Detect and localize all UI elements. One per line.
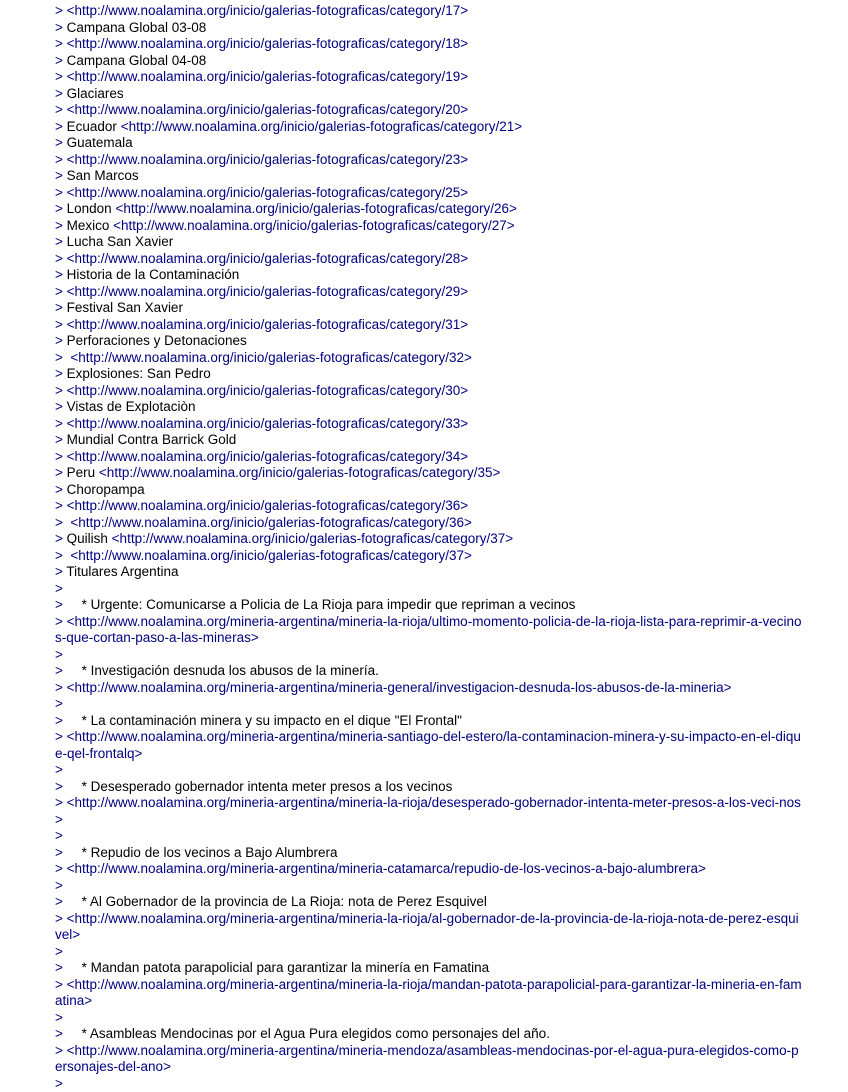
quote-marker: >	[55, 845, 63, 860]
quoted-line	[55, 383, 805, 400]
quoted-line	[55, 36, 805, 53]
url-link[interactable]: <http://www.noalamina.org/mineria-argentina/mineria-mendoza/asambleas-mendocinas-por-el-agua-pura-elegidos-como-personajes-del-ano>	[55, 1043, 799, 1075]
quote-marker: >	[55, 152, 63, 167]
quoted-line	[55, 234, 805, 251]
quoted-line	[55, 498, 805, 515]
quote-marker: >	[55, 53, 63, 68]
quoted-line	[55, 102, 805, 119]
quoted-line	[55, 581, 805, 598]
url-link[interactable]: <http://www.noalamina.org/mineria-argentina/mineria-la-rioja/ultimo-momento-policia-de-la-rioja-lista-para-reprimir-a-vecinos-que-cortan-paso-a-las-mineras>	[55, 614, 802, 646]
quoted-line	[55, 350, 805, 367]
quoted-line	[55, 1076, 805, 1092]
quoted-line	[55, 152, 805, 169]
quote-marker: >	[55, 515, 63, 530]
quote-marker: >	[55, 399, 63, 414]
quoted-line	[55, 531, 805, 548]
line-text: Vistas de Explotaciòn	[63, 399, 196, 414]
url-link[interactable]: <http://www.noalamina.org/inicio/galerias-fotograficas/category/33>	[63, 416, 468, 431]
quoted-line	[55, 218, 805, 235]
line-text: * Mandan patota parapolicial para garantizar la minería en Famatina	[63, 960, 489, 975]
quoted-line	[55, 779, 805, 796]
quoted-line	[55, 878, 805, 895]
quote-marker: >	[55, 680, 63, 695]
quote-marker: >	[55, 465, 63, 480]
url-link[interactable]: <http://www.noalamina.org/inicio/galerias-fotograficas/category/32>	[63, 350, 472, 365]
quote-marker: >	[55, 1043, 63, 1058]
line-text: Explosiones: San Pedro	[63, 366, 211, 381]
quote-marker: >	[55, 135, 63, 150]
line-text: Guatemala	[63, 135, 133, 150]
quote-marker: >	[55, 779, 63, 794]
quote-marker: >	[55, 432, 63, 447]
url-link[interactable]: <http://www.noalamina.org/inicio/galerias-fotograficas/category/17>	[63, 3, 468, 18]
quote-marker: >	[55, 828, 63, 843]
quoted-line	[55, 977, 805, 1010]
url-link[interactable]: <http://www.noalamina.org/inicio/galerias-fotograficas/category/35>	[99, 465, 500, 480]
quoted-line	[55, 168, 805, 185]
quote-marker: >	[55, 531, 63, 546]
line-text: Glaciares	[63, 86, 124, 101]
quoted-line	[55, 482, 805, 499]
line-text: London	[63, 201, 116, 216]
quote-marker: >	[55, 564, 63, 579]
quoted-line	[55, 416, 805, 433]
quoted-line	[55, 135, 805, 152]
quoted-line	[55, 1043, 805, 1076]
url-link[interactable]: <http://www.noalamina.org/inicio/galerias-fotograficas/category/36>	[63, 515, 472, 530]
quoted-line	[55, 845, 805, 862]
url-link[interactable]: <http://www.noalamina.org/inicio/galerias-fotograficas/category/30>	[63, 383, 468, 398]
url-link[interactable]: <http://www.noalamina.org/inicio/galerias-fotograficas/category/37>	[63, 548, 472, 563]
quote-marker: >	[55, 383, 63, 398]
quoted-line	[55, 119, 805, 136]
quote-marker: >	[55, 449, 63, 464]
line-text: Choropampa	[63, 482, 145, 497]
quoted-line	[55, 713, 805, 730]
quote-marker: >	[55, 201, 63, 216]
quoted-line	[55, 564, 805, 581]
line-text: Ecuador	[63, 119, 121, 134]
quoted-line	[55, 548, 805, 565]
quoted-line	[55, 465, 805, 482]
quote-marker: >	[55, 713, 63, 728]
quoted-line	[55, 185, 805, 202]
quote-marker: >	[55, 3, 63, 18]
quote-marker: >	[55, 251, 63, 266]
quote-marker: >	[55, 861, 63, 876]
quote-marker: >	[55, 234, 63, 249]
quote-marker: >	[55, 102, 63, 117]
url-link[interactable]: <http://www.noalamina.org/mineria-argentina/mineria-santiago-del-estero/la-contaminacion-minera-y-su-impacto-en-el-dique-qel-frontalq>	[55, 729, 801, 761]
quote-marker: >	[55, 218, 63, 233]
quote-marker: >	[55, 944, 63, 959]
quote-marker: >	[55, 878, 63, 893]
quote-marker: >	[55, 300, 63, 315]
quoted-line	[55, 729, 805, 762]
line-text: Mexico	[63, 218, 113, 233]
line-text: Lucha San Xavier	[63, 234, 173, 249]
url-link[interactable]: <http://www.noalamina.org/inicio/galerias-fotograficas/category/36>	[63, 498, 468, 513]
quote-marker: >	[55, 36, 63, 51]
url-link[interactable]: <http://www.noalamina.org/inicio/galerias-fotograficas/category/18>	[63, 36, 468, 51]
quoted-line	[55, 432, 805, 449]
quote-marker: >	[55, 482, 63, 497]
quote-marker: >	[55, 284, 63, 299]
quote-marker: >	[55, 795, 63, 810]
url-link[interactable]: <http://www.noalamina.org/inicio/galerias-fotograficas/category/20>	[63, 102, 468, 117]
quoted-line	[55, 894, 805, 911]
quote-marker: >	[55, 647, 63, 662]
url-link[interactable]: <http://www.noalamina.org/inicio/galerias-fotograficas/category/31>	[63, 317, 468, 332]
quoted-line	[55, 267, 805, 284]
quoted-line	[55, 201, 805, 218]
quote-marker: >	[55, 960, 63, 975]
url-link[interactable]: <http://www.noalamina.org/inicio/galerias-fotograficas/category/27>	[113, 218, 514, 233]
quoted-line	[55, 911, 805, 944]
quoted-line	[55, 86, 805, 103]
quoted-line	[55, 53, 805, 70]
line-text: Historia de la Contaminación	[63, 267, 239, 282]
url-link[interactable]: <http://www.noalamina.org/inicio/galerias-fotograficas/category/21>	[121, 119, 522, 134]
quote-marker: >	[55, 119, 63, 134]
url-link[interactable]: <http://www.noalamina.org/inicio/galerias-fotograficas/category/26>	[115, 201, 516, 216]
url-link[interactable]: <http://www.noalamina.org/inicio/galerias-fotograficas/category/34>	[63, 449, 468, 464]
quote-marker: >	[55, 267, 63, 282]
quoted-line	[55, 960, 805, 977]
line-text: Peru	[63, 465, 99, 480]
quoted-line	[55, 251, 805, 268]
url-link[interactable]: <http://www.noalamina.org/mineria-argentina/mineria-general/investigacion-desnuda-los-abusos-de-la-mineria>	[63, 680, 732, 695]
quote-marker: >	[55, 762, 63, 777]
line-text: * Al Gobernador de la provincia de La Rioja: nota de Perez Esquivel	[63, 894, 487, 909]
quoted-line	[55, 696, 805, 713]
quote-marker: >	[55, 894, 63, 909]
quote-marker: >	[55, 581, 63, 596]
quoted-line	[55, 795, 805, 828]
quoted-line	[55, 284, 805, 301]
line-text: San Marcos	[63, 168, 139, 183]
line-text: Campana Global 04-08	[63, 53, 206, 68]
quoted-line	[55, 614, 805, 647]
quote-marker: >	[55, 86, 63, 101]
quote-marker: >	[55, 168, 63, 183]
quoted-line	[55, 647, 805, 664]
quote-marker: >	[55, 1026, 63, 1041]
quoted-line	[55, 300, 805, 317]
quote-marker: >	[55, 614, 63, 629]
quoted-line	[55, 3, 805, 20]
quote-marker: >	[55, 1076, 63, 1091]
quote-marker: >	[55, 729, 63, 744]
quoted-line	[55, 366, 805, 383]
quote-marker: >	[55, 548, 63, 563]
quoted-line	[55, 515, 805, 532]
quote-marker: >	[55, 597, 63, 612]
url-link[interactable]: <http://www.noalamina.org/mineria-argentina/mineria-catamarca/repudio-de-los-vecinos-a-bajo-alumbrera>	[63, 861, 706, 876]
quoted-line	[55, 597, 805, 614]
quote-marker: >	[55, 911, 63, 926]
quote-marker: >	[55, 663, 63, 678]
quote-marker: >	[55, 333, 63, 348]
quote-marker: >	[55, 20, 63, 35]
quote-marker: >	[55, 1010, 63, 1025]
url-link[interactable]: <http://www.noalamina.org/mineria-argentina/mineria-la-rioja/al-gobernador-de-la-provincia-de-la-rioja-nota-de-perez-esquivel>	[55, 911, 799, 943]
quoted-line	[55, 1010, 805, 1027]
quote-marker: >	[55, 317, 63, 332]
quoted-line	[55, 399, 805, 416]
quote-marker: >	[55, 69, 63, 84]
quote-marker: >	[55, 416, 63, 431]
line-text: Titulares Argentina	[63, 564, 179, 579]
url-link[interactable]: <http://www.noalamina.org/inicio/galerias-fotograficas/category/29>	[63, 284, 468, 299]
quote-marker: >	[55, 977, 63, 992]
url-link[interactable]: <http://www.noalamina.org/inicio/galerias-fotograficas/category/23>	[63, 152, 468, 167]
quoted-line	[55, 333, 805, 350]
line-text: Perforaciones y Detonaciones	[63, 333, 247, 348]
url-link[interactable]: <http://www.noalamina.org/inicio/galerias-fotograficas/category/28>	[63, 251, 468, 266]
quote-marker: >	[55, 498, 63, 513]
line-text: * La contaminación minera y su impacto en el dique "El Frontal"	[63, 713, 462, 728]
url-link[interactable]: <http://www.noalamina.org/mineria-argentina/mineria-la-rioja/desesperado-gobernador-intenta-meter-presos-a-los-veci-nos>	[55, 795, 801, 827]
url-link[interactable]: <http://www.noalamina.org/inicio/galerias-fotograficas/category/25>	[63, 185, 468, 200]
line-text: Mundial Contra Barrick Gold	[63, 432, 236, 447]
quoted-line	[55, 680, 805, 697]
line-text: * Repudio de los vecinos a Bajo Alumbrera	[63, 845, 338, 860]
quoted-line	[55, 69, 805, 86]
line-text: * Asambleas Mendocinas por el Agua Pura elegidos como personajes del año.	[63, 1026, 550, 1041]
line-text: * Desesperado gobernador intenta meter presos a los vecinos	[63, 779, 452, 794]
line-text: * Urgente: Comunicarse a Policia de La Rioja para impedir que repriman a vecinos	[63, 597, 576, 612]
url-link[interactable]: <http://www.noalamina.org/inicio/galerias-fotograficas/category/37>	[112, 531, 513, 546]
quoted-line	[55, 861, 805, 878]
quote-marker: >	[55, 185, 63, 200]
quoted-line	[55, 762, 805, 779]
line-text: Quilish	[63, 531, 112, 546]
quoted-line	[55, 663, 805, 680]
quoted-line	[55, 944, 805, 961]
line-text: Campana Global 03-08	[63, 20, 206, 35]
quoted-line	[55, 828, 805, 845]
quoted-line	[55, 317, 805, 334]
url-link[interactable]: <http://www.noalamina.org/mineria-argentina/mineria-la-rioja/mandan-patota-parapolicial-para-garantizar-la-mineria-en-famatina>	[55, 977, 802, 1009]
line-text: Festival San Xavier	[63, 300, 183, 315]
quote-marker: >	[55, 696, 63, 711]
quote-marker: >	[55, 366, 63, 381]
quoted-line	[55, 20, 805, 37]
quote-marker: >	[55, 350, 63, 365]
line-text: * Investigación desnuda los abusos de la minería.	[63, 663, 379, 678]
quoted-line	[55, 1026, 805, 1043]
url-link[interactable]: <http://www.noalamina.org/inicio/galerias-fotograficas/category/19>	[63, 69, 468, 84]
quoted-line	[55, 449, 805, 466]
